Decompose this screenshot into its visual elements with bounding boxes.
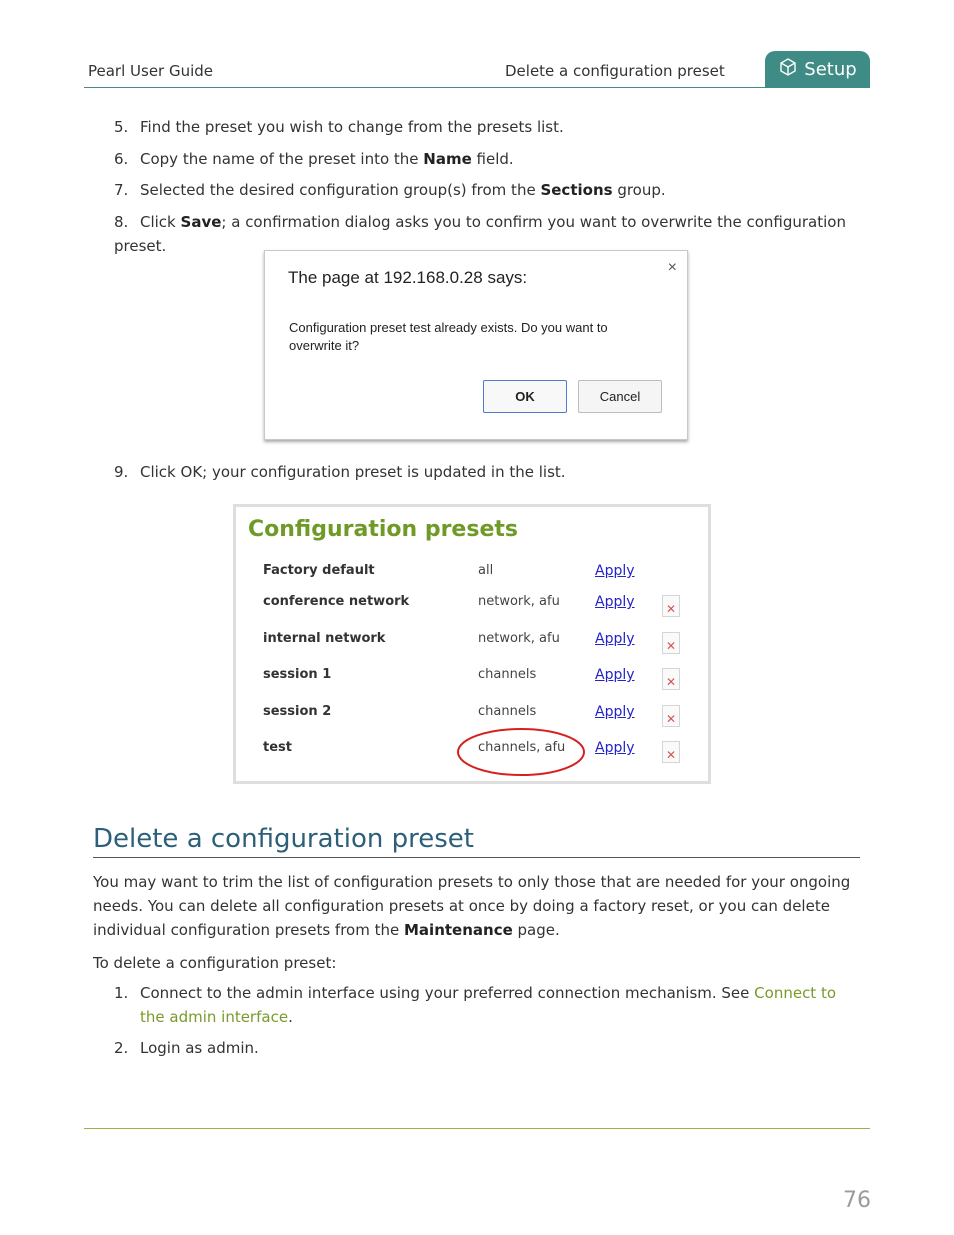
page-number: 76 bbox=[843, 1188, 871, 1213]
step-9 bbox=[114, 460, 874, 484]
text-run: group. bbox=[612, 181, 666, 199]
preset-sections: all bbox=[478, 563, 494, 578]
step-text bbox=[140, 1036, 864, 1060]
step-item bbox=[114, 981, 864, 1029]
apply-link[interactable]: Apply bbox=[595, 667, 635, 683]
running-section-title: Delete a configuration preset bbox=[505, 62, 725, 80]
footer-rule bbox=[84, 1128, 870, 1129]
apply-link[interactable]: Apply bbox=[595, 704, 635, 720]
preset-sections: channels, afu bbox=[478, 740, 566, 755]
delete-x-icon[interactable]: ✕ bbox=[662, 668, 680, 690]
bold-term: Sections bbox=[540, 181, 613, 199]
preset-sections: network, afu bbox=[478, 594, 560, 609]
apply-link[interactable]: Apply bbox=[595, 631, 635, 647]
header-rule bbox=[84, 87, 765, 88]
bold-term: Name bbox=[423, 150, 472, 168]
ok-button[interactable]: OK bbox=[483, 380, 567, 413]
setup-tab-label: Setup bbox=[804, 59, 857, 80]
step-text bbox=[140, 150, 514, 168]
delete-x-icon[interactable]: ✕ bbox=[662, 705, 680, 727]
close-icon[interactable]: × bbox=[667, 259, 677, 276]
delete-x-icon[interactable]: ✕ bbox=[662, 741, 680, 763]
apply-link[interactable]: Apply bbox=[595, 740, 635, 756]
preset-name: conference network bbox=[263, 594, 410, 609]
dialog-title: The page at 192.168.0.28 says: bbox=[288, 268, 528, 287]
step-text bbox=[140, 181, 666, 199]
bold-term: Save bbox=[180, 213, 222, 231]
preset-row bbox=[236, 667, 708, 691]
preset-name: internal network bbox=[263, 631, 386, 646]
section-rule bbox=[93, 857, 860, 858]
delete-x-icon[interactable]: ✕ bbox=[662, 595, 680, 617]
section-heading: Delete a configuration preset bbox=[93, 824, 474, 854]
step-text bbox=[114, 213, 846, 255]
step-number: 9. bbox=[114, 463, 129, 481]
highlight-ellipse bbox=[456, 727, 586, 777]
setup-tab[interactable] bbox=[765, 51, 870, 88]
step-number: 5. bbox=[114, 118, 129, 136]
text-run: Connect to the admin interface using your preferred connection mechanism. See bbox=[140, 984, 755, 1002]
step-number: 2. bbox=[114, 1039, 129, 1057]
cancel-button[interactable]: Cancel bbox=[578, 380, 662, 413]
preset-row bbox=[236, 594, 708, 618]
preset-name: Factory default bbox=[263, 563, 375, 578]
step-item bbox=[114, 115, 874, 139]
text-run: Selected the desired configuration group(s) from the bbox=[140, 181, 541, 199]
text-run: field. bbox=[471, 150, 514, 168]
step-text: Click OK; your configuration preset is updated in the list. bbox=[140, 463, 566, 481]
cross-reference-link[interactable]: Connect to the admin interface bbox=[140, 984, 837, 1026]
guide-title: Pearl User Guide bbox=[88, 62, 214, 80]
apply-link[interactable]: Apply bbox=[595, 563, 635, 579]
preset-sections: channels bbox=[478, 667, 537, 682]
step-text bbox=[140, 118, 564, 136]
confirm-dialog bbox=[264, 250, 688, 440]
preset-name: test bbox=[263, 740, 292, 755]
text-run: . bbox=[288, 1008, 293, 1026]
step-number: 8. bbox=[114, 213, 129, 231]
preset-sections: channels bbox=[478, 704, 537, 719]
text-run: You may want to trim the list of configuration presets to only those that are needed for your ongoing needs. You can delete all configuration presets at once by doing a factory reset, or you can delete individual configuration presets from the bbox=[93, 873, 851, 939]
text-run: Click bbox=[140, 213, 181, 231]
text-run: Login as admin. bbox=[140, 1039, 259, 1057]
step-item bbox=[114, 1036, 864, 1060]
preset-sections: network, afu bbox=[478, 631, 560, 646]
delete-x-icon[interactable]: ✕ bbox=[662, 632, 680, 654]
step-number: 6. bbox=[114, 150, 129, 168]
step-item bbox=[114, 147, 874, 171]
bold-term: Maintenance bbox=[404, 921, 513, 939]
preset-row bbox=[236, 631, 708, 655]
cube-icon bbox=[778, 57, 798, 82]
text-run: Copy the name of the preset into the bbox=[140, 150, 424, 168]
step-number: 1. bbox=[114, 984, 129, 1002]
text-run: ; a confirmation dialog asks you to confirm you want to overwrite the configuration preset. bbox=[114, 213, 846, 255]
text-run: Find the preset you wish to change from the presets list. bbox=[140, 118, 564, 136]
section-lead: To delete a configuration preset: bbox=[93, 954, 337, 972]
preset-row bbox=[236, 563, 708, 587]
apply-link[interactable]: Apply bbox=[595, 594, 635, 610]
preset-name: session 1 bbox=[263, 667, 332, 682]
step-text bbox=[140, 981, 864, 1029]
section-intro bbox=[93, 870, 863, 942]
step-item bbox=[114, 178, 874, 202]
configuration-presets-panel bbox=[233, 504, 711, 784]
presets-title: Configuration presets bbox=[248, 517, 518, 542]
step-number: 7. bbox=[114, 181, 129, 199]
text-run: page. bbox=[512, 921, 560, 939]
dialog-message: Configuration preset test already exists. Do you want to overwrite it? bbox=[289, 320, 608, 353]
preset-row bbox=[236, 704, 708, 728]
preset-name: session 2 bbox=[263, 704, 332, 719]
